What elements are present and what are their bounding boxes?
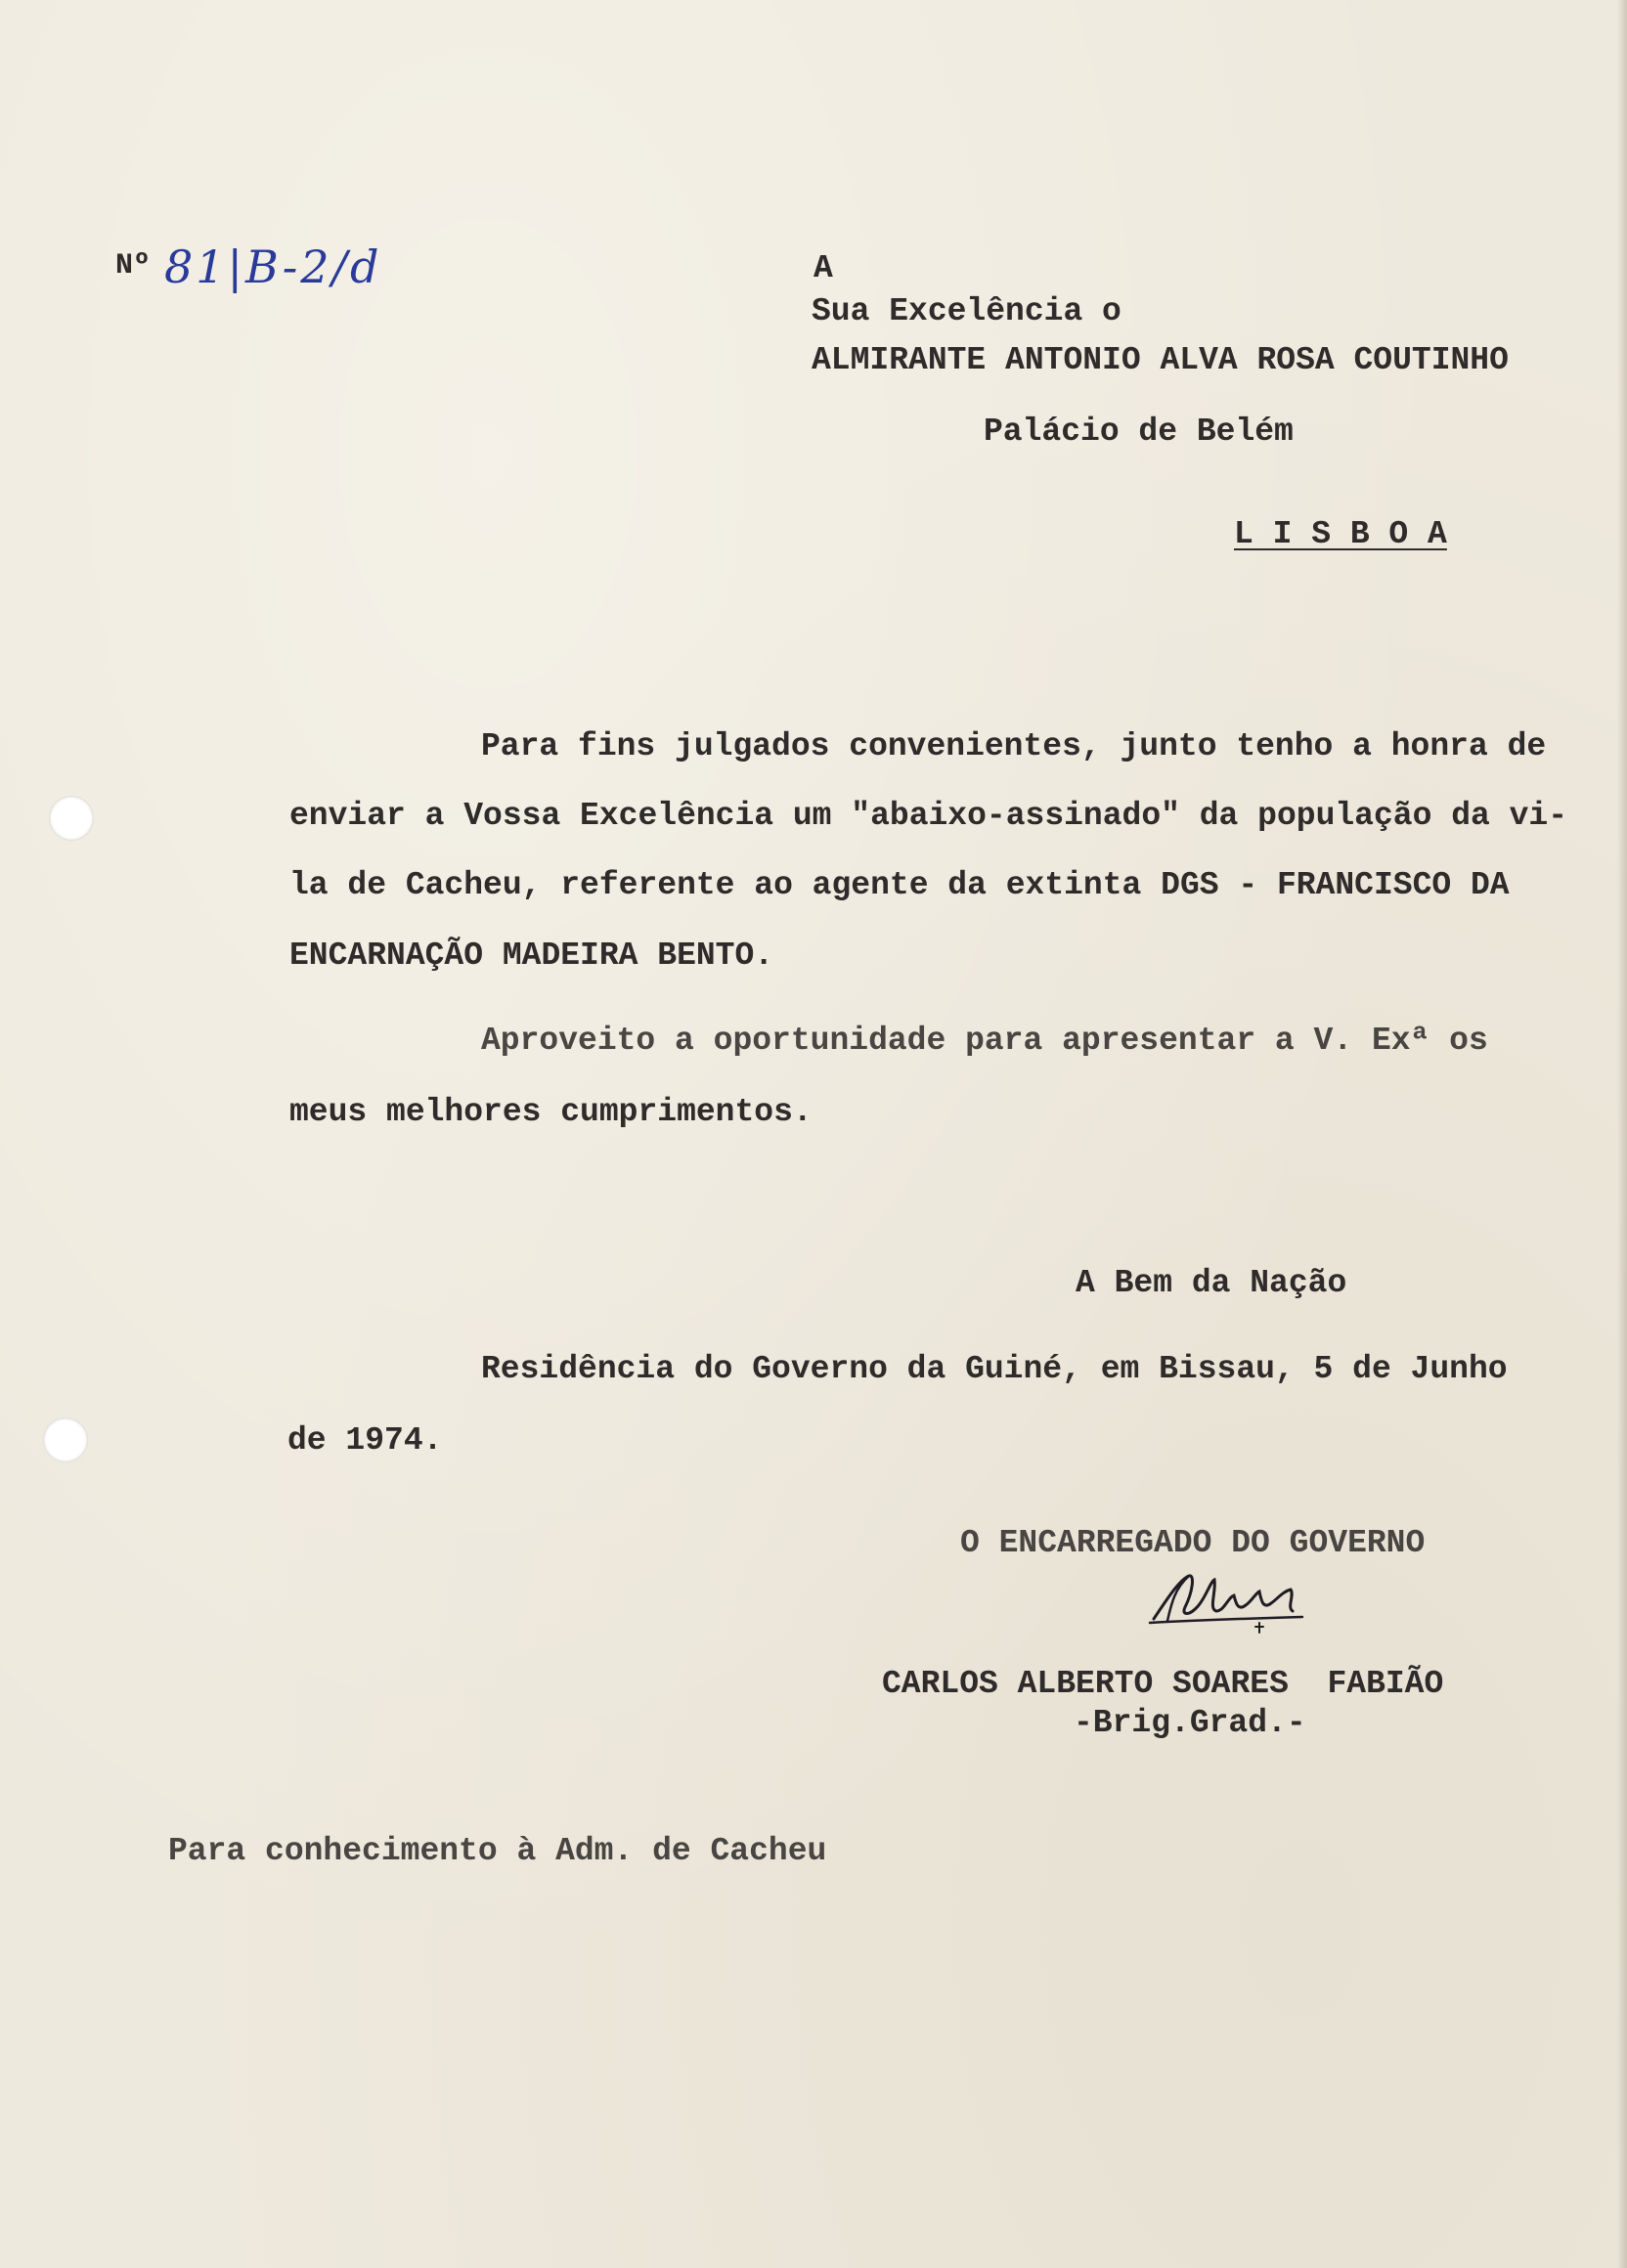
body-paragraph-2-line-1: Aproveito a oportunidade para apresentar a V. Exª os bbox=[481, 1023, 1488, 1059]
body-paragraph-1-line-1: Para fins julgados convenientes, junto tenho a honra de bbox=[481, 728, 1547, 764]
footer-note: Para conhecimento à Adm. de Cacheu bbox=[168, 1833, 827, 1869]
reference-number-prefix: Nº bbox=[115, 249, 152, 283]
closing-place-date-line-2: de 1974. bbox=[287, 1422, 443, 1459]
punch-hole-top bbox=[49, 796, 94, 841]
handwritten-signature bbox=[1146, 1562, 1312, 1640]
reference-number-handwritten: 81|B-2/d bbox=[164, 240, 382, 293]
closing-place-date-line-1: Residência do Governo da Guiné, em Bissau, 5 de Junho bbox=[481, 1351, 1508, 1387]
recipient-place: Palácio de Belém bbox=[984, 414, 1294, 450]
recipient-city: L I S B O A bbox=[1234, 516, 1447, 552]
page-edge-shadow bbox=[1617, 0, 1627, 2268]
recipient-to: A bbox=[814, 250, 833, 286]
recipient-title: Sua Excelência o bbox=[812, 293, 1121, 329]
closing-motto: A Bem da Nação bbox=[1076, 1265, 1347, 1301]
signature-rank: -Brig.Grad.- bbox=[1074, 1705, 1306, 1741]
signature-role: O ENCARREGADO DO GOVERNO bbox=[960, 1525, 1426, 1561]
punch-hole-bottom bbox=[43, 1418, 88, 1462]
signature-name: CARLOS ALBERTO SOARES FABIÃO bbox=[882, 1666, 1444, 1702]
body-paragraph-2-line-2: meus melhores cumprimentos. bbox=[289, 1094, 813, 1130]
body-paragraph-1-line-3: la de Cacheu, referente ao agente da extinta DGS - FRANCISCO DA bbox=[289, 867, 1510, 903]
body-paragraph-1-line-4: ENCARNAÇÃO MADEIRA BENTO. bbox=[289, 938, 774, 974]
recipient-name: ALMIRANTE ANTONIO ALVA ROSA COUTINHO bbox=[812, 342, 1509, 378]
body-paragraph-1-line-2: enviar a Vossa Excelência um "abaixo-assinado" da população da vi- bbox=[289, 798, 1568, 834]
